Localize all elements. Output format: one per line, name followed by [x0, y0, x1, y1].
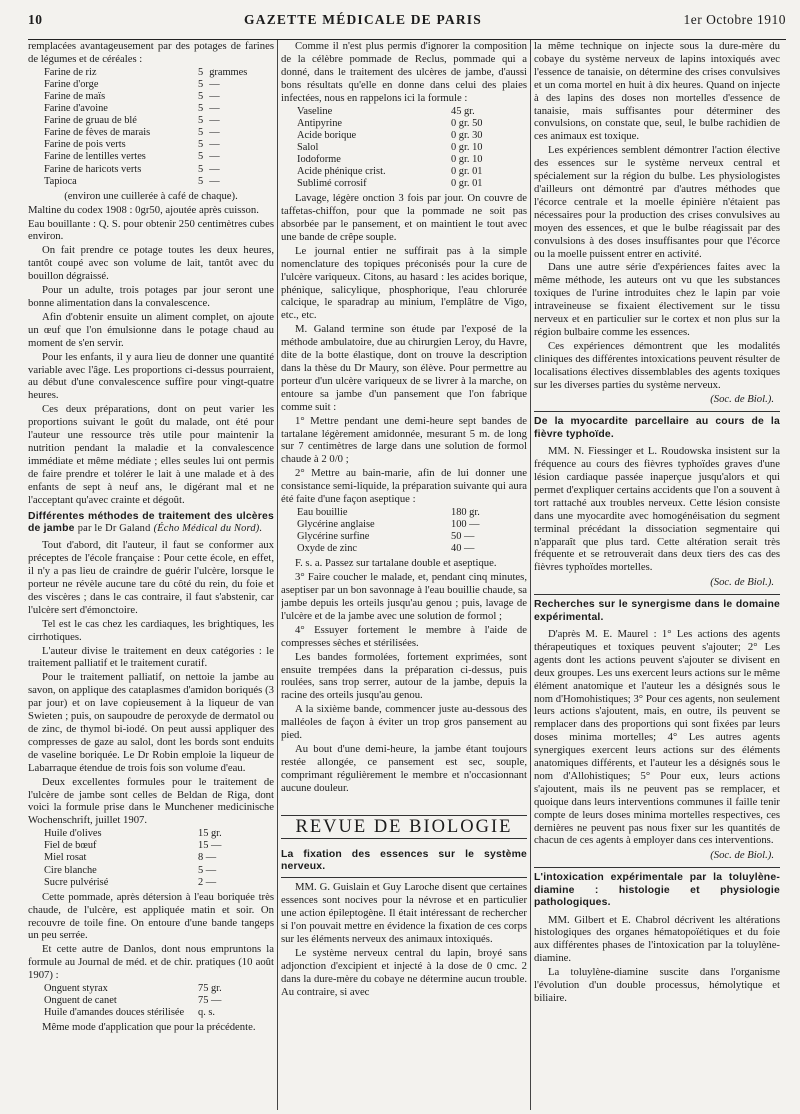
water-line: Eau bouillante : Q. S. pour obtenir 250 centimètres cubes environ.	[28, 217, 274, 243]
paragraph: 4° Essuyer fortement le membre à l'aide de compresses sèches et stérilisées.	[281, 623, 527, 649]
ingredient-quantity: 100 —	[451, 519, 480, 531]
ingredient-name: Onguent styrax	[44, 983, 108, 995]
formula-row	[44, 852, 224, 864]
section-author: par le Dr Galand	[77, 522, 151, 534]
paragraph: Pour le traitement palliatif, on nettoie la jambe au savon, on applique des cataplasmes d'amidon boriqués (3 par jour) et on lave copieusement à la liqueur de van Swieten ; puis, on saupoudre de peroxyde de dermatol ou de zinc, de thymol bi-iodé. On peut aussi appliquer des compresses de gaze au salol, dont les bords sont enduits de vaseline boriquée. Le Dr Robin emploie la liqueur de Labarraque étendue de trois fois son volume d'eau.	[28, 671, 274, 774]
ingredient-quantity: 15 —	[198, 840, 222, 852]
source-signature: (Soc. de Biol.).	[710, 393, 774, 406]
ingredient-name: Glycérine anglaise	[297, 519, 375, 531]
paragraph: 3° Faire coucher le malade, et, pendant cinq minutes, aseptiser par un bon savonnage à l'eau bouillie chaude, sa jambe depuis les orteils jusqu'au genou ; puis, lavage de l'ulcère et de la jambe avec une solution de formol ;	[281, 571, 527, 622]
paragraph: La toluylène-diamine suscite dans l'organisme l'évolution d'un double processus, hémolytique et biliaire.	[534, 966, 780, 1004]
ingredient-quantity: 0 gr. 01	[451, 166, 483, 177]
ingredient-unit: —	[209, 115, 220, 127]
paragraph: Tel est le cas chez les cardiaques, les brightiques, les cirrhotiques.	[28, 617, 274, 643]
ingredient-unit: —	[209, 175, 220, 187]
ingredient-name: Farine d'avoine	[44, 103, 108, 115]
ingredient-quantity: 5	[198, 78, 204, 90]
ingredient-quantity: 5	[198, 139, 204, 151]
paragraph: On fait prendre ce potage toutes les deux heures, tantôt coupé avec son volume de lait, tantôt avec du bouillon dégraissé.	[28, 244, 274, 283]
formula-row	[297, 106, 484, 118]
ingredient-quantity: 15 gr.	[198, 828, 222, 840]
ingredient-unit: —	[209, 163, 220, 175]
formula-row	[297, 154, 484, 166]
formula-row	[297, 507, 482, 519]
section-title: Différentes méthodes de traitement des ulcères de jambe	[28, 510, 274, 534]
ingredient-quantity: 0 gr. 01	[451, 178, 483, 190]
paragraph: Pour un adulte, trois potages par jour seront une bonne alimentation dans la convalescence.	[28, 284, 274, 309]
paragraph: Le système nerveux central du lapin, broyé sans adjonction d'excipient et injecté à la dose de 0 cmc. 2 dans la dure-mère du cobaye ne détermine aucun trouble. Au contraire, si avec	[281, 946, 527, 998]
ingredient-quantity: 50 —	[451, 531, 475, 543]
paragraph: Même mode d'application que pour la précédente.	[42, 1021, 256, 1034]
ingredient-quantity: 5	[198, 115, 204, 127]
paragraph: Les expériences semblent démontrer l'action élective des essences sur le système nerveux central et spécialement sur la région du bulbe. Les physiologistes d'ailleurs ont démontré par d'autres méthodes que l'écorce centrale et la moelle épinière n'étaient pas nécessaires pour la production des crises convulsives au moyen des essences, et que le bulbe réagissait par des convulsions à des doses insuffisantes pour que l'écorce ou la moelle puissent entrer en activité.	[534, 144, 780, 260]
journal-title: GAZETTE MÉDICALE DE PARIS	[244, 12, 482, 27]
formula-row	[44, 995, 224, 1007]
ingredient-name: Antipyrine	[297, 117, 343, 129]
ingredient-name: Glycérine surfine	[297, 531, 370, 543]
source-signature: (Soc. de Biol.).	[710, 849, 774, 862]
ingredient-quantity: 75 gr.	[198, 983, 222, 995]
ingredient-unit: —	[209, 151, 220, 163]
formula-row	[44, 983, 224, 995]
paragraph: Ces deux préparations, dont on peut varier les proportions suivant le goût du malade, ont été pour l'auteur une ressource très utile pour maintenir la nutrition pendant la maladie et la convalescence immédiate et même médiate ; elles seules lui ont permis de faire prendre et tolérer le lait à une malade et à des enfants de sept à neuf ans, le digérant mal et ne l'acceptant qu'avec crainte et dégoût.	[28, 403, 274, 506]
formula-row	[44, 127, 249, 139]
paragraph: 1° Mettre pendant une demi-heure sept bandes de tartalane légèrement amidonnée, mesurant 5 m. de long sur 7 centimètres de large dans une solution de formol chaude à 2 0/0 ;	[281, 414, 527, 466]
section-title: De la myocardite parcellaire au cours de la fièvre typhoïde.	[534, 416, 780, 440]
formula-row	[44, 828, 224, 840]
ingredient-quantity: 40 —	[451, 543, 475, 555]
ingredient-name: Farine de haricots verts	[44, 163, 142, 175]
paragraph: D'après M. E. Maurel : 1° Les actions des agents thérapeutiques et toxiques peuvent s'ajouter; 2° Les agents dont les actions peuvent s'ajouter se divisent en deux groupes. Les uns exercent leurs actions sur le même élément anatomique et l'auteur les a désignés sous le nom d'Homohistiques; 3° Pour ces agents, non seulement leurs actions s'ajoutent, mais, en outre, ils peuvent se remplacer dans des proportions qui sont fixées par leurs doses minima mortelles; 4° Les autres agents synergiques exercent leurs actions sur des éléments anatomiques différents, et l'auteur les a désignés sous le nom d'Allohistiques; 5° Pour eux, leurs actions s'ajoutent, mais ils ne peuvent pas se remplacer, et quoique dans leurs interventions communes il faille tenir compte de leurs doses minima mortelles respectives, ces dernières ne peuvent pas nous fixer sur les quantités de chacun de ces agents à employer dans ces interventions.	[534, 627, 780, 847]
ingredient-name: Miel rosat	[44, 852, 87, 864]
section-source: (Écho Médical du Nord).	[153, 522, 263, 534]
ingredient-unit: —	[209, 78, 220, 90]
formula-row	[44, 79, 249, 91]
ingredient-name: Acide borique	[297, 129, 357, 141]
ingredient-quantity: 0 gr. 50	[451, 117, 483, 129]
section-rule	[534, 594, 780, 595]
paragraph: Cette pommade, après détersion à l'eau boriquée très chaude, de l'ulcère, est appliquée matin et soir. On recouvre de toile fine. On entoure d'une bande tangeps un peu serrée.	[28, 890, 274, 942]
ingredient-quantity: 0 gr. 10	[451, 141, 483, 153]
ingredient-name: Sublimé corrosif	[297, 178, 367, 190]
formula-row	[297, 531, 482, 543]
ingredient-unit: —	[209, 139, 220, 151]
paragraph: Ces expériences démontrent que les modalités cliniques des différentes intoxications peuvent résulter de localisations électives dissemblables des agents toxiques sur les diverses parties du système nerveux.	[534, 339, 780, 391]
ingredient-quantity: 0 gr. 30	[451, 129, 483, 141]
beldan-formula-table	[44, 828, 224, 888]
section-rule	[534, 867, 780, 868]
paragraph: Comme il n'est plus permis d'ignorer la composition de la célèbre pommade de Reclus, pommade qui a donné, dans le traitement des ulcères de jambe, d'aussi bons résultats qu'elle en donne dans celui des plaies infectées, nous en rappelons ici la formule :	[281, 40, 527, 104]
section-rule	[281, 877, 527, 878]
ingredient-name: Acide phénique crist.	[297, 166, 386, 177]
ingredient-name: Onguent de canet	[44, 995, 117, 1007]
paragraph: MM. Gilbert et E. Chabrol décrivent les altérations histologiques des organes hématopoïétiques et du foie aux différentes phases de l'intoxication par la toluylène-diamine.	[534, 913, 780, 965]
columns	[28, 40, 786, 1110]
flour-formula-table	[44, 67, 249, 188]
formula-row	[44, 151, 249, 163]
formula-row	[44, 865, 224, 877]
ingredient-name: Cire blanche	[44, 864, 97, 876]
ingredient-quantity: 0 gr. 10	[451, 153, 483, 165]
danlos-formula-table	[44, 983, 224, 1019]
ingredient-name: Huile d'olives	[44, 828, 102, 840]
ingredient-name: Eau bouillie	[297, 506, 348, 518]
ingredient-quantity: 5	[198, 175, 204, 187]
ingredient-quantity: 5	[198, 127, 204, 139]
revue-heading: REVUE DE BIOLOGIE	[281, 815, 527, 839]
formula-row	[44, 67, 249, 79]
ingredient-name: Farine de lentilles vertes	[44, 151, 146, 163]
ingredient-name: Tapioca	[44, 175, 77, 187]
formula-row	[44, 877, 224, 889]
paragraph: Tout d'abord, dit l'auteur, il faut se conformer aux préceptes de l'école française : Pour cette école, en effet, il n'y a pas lieu de craindre de guérir l'ulcère, lorsque le porteur ne révèle aucune tare du côté du rein, du foie et des viscères ; dans le cas contraire, il faut s'abstenir, car l'ulcère sert d'émonctoire.	[28, 539, 274, 616]
ingredient-quantity: 75 —	[198, 995, 222, 1007]
paragraph: MM. G. Guislain et Guy Laroche disent que certaines essences sont nocives pour la névrose et en particulier une action épileptogène. Il était intéressant de rechercher si l'on pouvait mettre en évidence la fixation de ces corps sur les éléments nerveux des animaux intoxiqués.	[281, 881, 527, 945]
formula-row	[44, 1007, 224, 1019]
column-2	[281, 40, 527, 1110]
paragraph: Pour les enfants, il y aura lieu de donner une quantité variable avec l'âge. Les proportions ci-dessus pourraient, au début d'une convalescence suffire pour vingt-quatre heures.	[28, 350, 274, 402]
ingredient-name: Salol	[297, 141, 319, 153]
ingredient-name: Huile d'amandes douces stérilisée	[44, 1007, 185, 1019]
paragraph: Afin d'obtenir ensuite un aliment complet, on ajoute un œuf que l'on émulsionne dans le potage chaud au moment de s'en servir.	[28, 310, 274, 349]
ingredient-name: Vaseline	[297, 105, 333, 117]
ingredient-quantity: 5 —	[198, 864, 217, 876]
maltine-line: Maltine du codex 1908 : 0gr50, ajoutée après cuisson.	[28, 203, 259, 216]
formula-row	[297, 178, 484, 190]
column-1	[28, 40, 274, 1110]
ingredient-name: Oxyde de zinc	[297, 543, 358, 555]
ingredient-name: Farine de gruau de blé	[44, 115, 137, 127]
formula-row	[44, 115, 249, 127]
ingredient-quantity: 5	[198, 91, 204, 102]
ingredient-quantity: 5	[198, 66, 204, 78]
formula-row	[297, 519, 482, 531]
formula-row	[297, 130, 484, 142]
paragraph: Dans une autre série d'expériences faites avec la même méthode, les auteurs ont vu que les substances toxiques de l'urine introduites chez le lapin par voie intraveineuse se fixaient électivement sur le tissu nerveux et en particulier sur le cortex et non plus sur la région bulbaire comme les essences.	[534, 261, 780, 338]
ingredient-name: Farine de maïs	[44, 91, 106, 102]
formula-row	[297, 118, 484, 130]
ingredient-unit: —	[209, 103, 220, 115]
section-rule	[534, 411, 780, 412]
page-number: 10	[28, 12, 43, 27]
paragraph: Les bandes formolées, fortement exprimées, sont ensuite trempées dans la préparation ci-dessus, puis roulées, sans trop serrer, autour de la jambe, depuis la racine des orteils jusqu'au genou.	[281, 650, 527, 702]
paragraph: F. s. a. Passez sur tartalane double et aseptique.	[295, 557, 497, 570]
paragraph: Le journal entier ne suffirait pas à la simple nomenclature des topiques préconisés pour la cure de l'ulcère variqueux. Citons, au hasard : les acides borique, phénique, salicylique, phosphorique, l'eau chlorurée calcique, le sparadrap au minium, l'emplâtre de Vigo, etc., etc.	[281, 244, 527, 322]
ingredient-quantity: 5	[198, 163, 204, 175]
paragraph: Et cette autre de Danlos, dont nous empruntons la formule au Journal de méd. et de chir. pratiques (10 août 1907) :	[28, 943, 274, 982]
ingredient-unit: —	[209, 127, 220, 139]
ingredient-quantity: q. s.	[198, 1007, 216, 1019]
ingredient-name: Sucre pulvérisé	[44, 876, 109, 888]
column-divider	[530, 40, 531, 1110]
source-signature: (Soc. de Biol.).	[710, 576, 774, 589]
section-title: L'intoxication expérimentale par la toluylène-diamine : histologie et physiologie pathologiques.	[534, 872, 780, 909]
ingredient-quantity: 180 gr.	[451, 506, 480, 518]
ingredient-name: Fiel de bœuf	[44, 840, 97, 852]
section-title: La fixation des essences sur le système nerveux.	[281, 848, 527, 872]
ingredient-quantity: 8 —	[198, 852, 217, 864]
formula-row	[44, 91, 249, 103]
ingredient-unit: grammes	[209, 66, 248, 78]
column-3	[534, 40, 780, 1110]
paragraph: Deux excellentes formules pour le traitement de l'ulcère de jambe sont celles de Beldan de Riga, dont voici la formule prise dans le Munchener medicinische Wochenschrift, juillet 1907.	[28, 775, 274, 827]
ingredient-name: Farine d'orge	[44, 78, 99, 90]
formula-row	[44, 164, 249, 176]
formula-row	[44, 103, 249, 115]
ingredient-quantity: 5	[198, 151, 204, 163]
paragraph: M. Galand termine son étude par l'exposé de la méthode ambulatoire, due au chirurgien Leroy, du Havre, dite de la botte élastique, dont on trouve la description dans la thèse du Dr Maury, son élève. Pour permettre au porteur d'un ulcère variqueux de se livrer à la marche, on entoure sa jambe d'un pansement que l'on fabrique comme suit :	[281, 323, 527, 413]
issue-date: 1er Octobre 1910	[683, 12, 786, 27]
paragraph: L'auteur divise le traitement en deux catégories : le traitement palliatif et le traitement curatif.	[28, 644, 274, 670]
section-title: Recherches sur le synergisme dans le domaine expérimental.	[534, 599, 780, 623]
formula-row	[297, 166, 484, 178]
paragraph: Au bout d'une demi-heure, la jambe étant toujours restée allongée, ce pansement est sec, souple, comprimant régulièrement le membre et n'occasionnant aucune douleur.	[281, 743, 527, 794]
formula-row	[297, 543, 482, 555]
ingredient-name: Farine de pois verts	[44, 139, 126, 151]
ingredient-quantity: 2 —	[198, 876, 217, 888]
ingredient-name: Farine de riz	[44, 66, 97, 78]
running-header	[28, 12, 786, 36]
ingredient-quantity: 5	[198, 103, 204, 115]
paragraph: la même technique on injecte sous la dure-mère du cobaye du système nerveux de lapins intoxiqués avec l'essence de tanaisie, on détermine des crises convulsives et un coma mortel en huit à dix heures. Quand on injecte à des lapins des doses non mortelles d'essence de tanaisie, mais suffisantes pour déterminer des convulsions, on constate que, seul, le bulbe rachidien de ces animaux est toxique.	[534, 40, 780, 143]
paragraph: Lavage, légère onction 3 fois par jour. On couvre de taffetas-chiffon, pour que la pommade ne soit pas absorbée par le pansement, et on maintient le tout avec une bande de crêpe souple.	[281, 192, 527, 243]
paragraph: MM. N. Fiessinger et L. Roudowska insistent sur la fréquence au cours des fièvres typhoïdes graves d'une lésion cardiaque passée inaperçue jusqu'alors et qui permet d'expliquer certains accidents que l'on a souvent à tort rattaché aux troubles nerveux. Cette lésion consiste dans une myocardite avec homogénéisation du segment terminal précédant la dissociation segmentaire qui n'apparaît que plus tard. Cette altération serait très fréquente et se retrouverait dans deux tiers des cas des fièvres typhoïdes mortelles.	[534, 445, 780, 574]
formula-row	[44, 139, 249, 151]
reclus-formula-table	[297, 106, 484, 191]
paragraph: 2° Mettre au bain-marie, afin de lui donner une consistance semi-liquide, la préparation suivante qui aura été faite d'une façon aseptique :	[281, 467, 527, 506]
paragraph: A la sixième bande, commencer juste au-dessous des malléoles de façon à éviter un trop gros pansement au pied.	[281, 703, 527, 742]
ingredient-quantity: 45 gr.	[451, 105, 475, 117]
formula-row	[44, 176, 249, 188]
glycerine-formula-table	[297, 507, 482, 555]
ingredient-name: Iodoforme	[297, 153, 341, 165]
paragraph: remplacées avantageusement par des potages de farines de légumes et de céréales :	[28, 40, 274, 65]
formula-row	[44, 840, 224, 852]
ingredient-unit: —	[209, 91, 220, 102]
column-divider	[277, 40, 278, 1110]
formula-row	[297, 142, 484, 154]
section-heading	[28, 511, 274, 536]
ingredient-name: Farine de fèves de marais	[44, 127, 151, 139]
flours-note: (environ une cuillerée à café de chaque).	[64, 189, 238, 202]
